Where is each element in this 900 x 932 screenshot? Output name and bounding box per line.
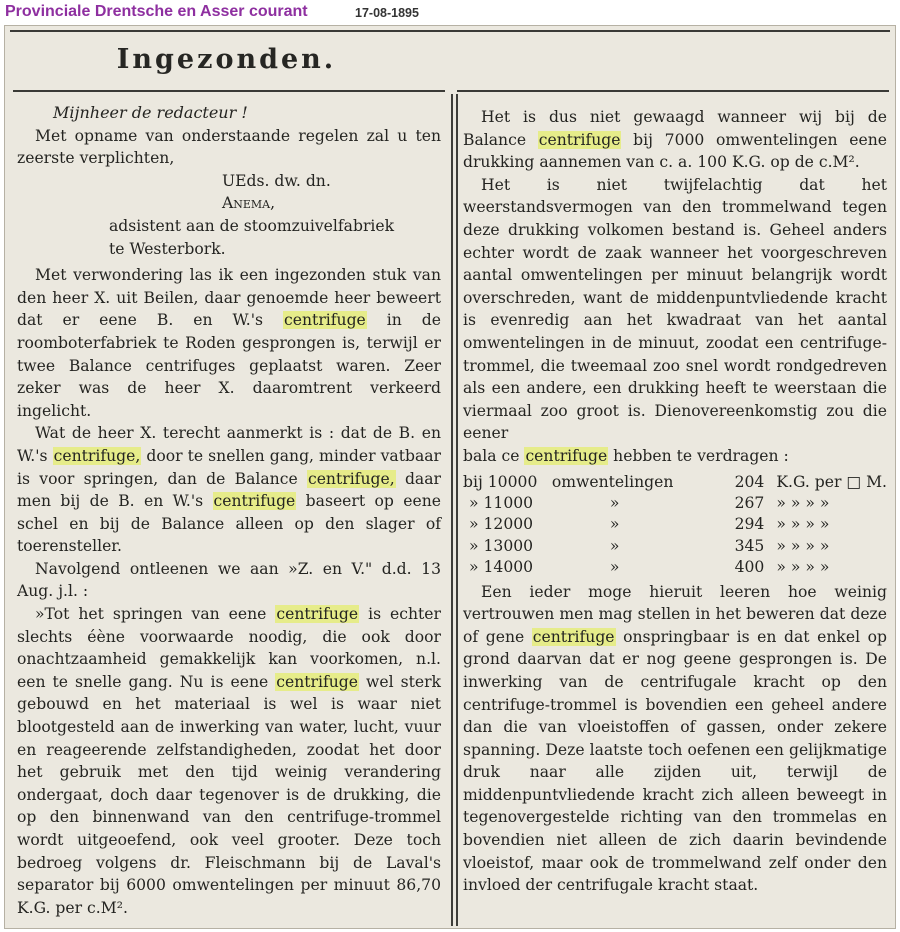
row-value: 267	[734, 493, 765, 512]
signature-line-3: adsistent aan de stoomzuivelfabriek	[109, 216, 395, 235]
row-tail: » » » »	[776, 558, 830, 577]
salutation: Mijnheer de redacteur !	[53, 103, 248, 122]
right-paragraph-3	[463, 581, 887, 897]
p1-text-a: Met verwondering las ik een ingezonden stuk van den heer X. uit Beilen, daar genoemde heer beweert dat er eene B. en W.'s	[17, 266, 441, 330]
highlight-centrifuge: centrifuge	[532, 627, 615, 646]
row-tail: » » » »	[776, 515, 830, 534]
row-label: » 12000	[469, 515, 534, 534]
table-row	[463, 472, 887, 493]
table-row	[463, 536, 887, 557]
row-tail: » » » »	[776, 493, 830, 512]
row-value: 204	[734, 472, 765, 491]
signature-line-1: UEds. dw. dn.	[222, 171, 331, 190]
table-row	[463, 493, 887, 514]
row-label: » 11000	[469, 493, 534, 512]
row-tail: » » » »	[776, 536, 830, 555]
paragraph-2	[17, 422, 441, 558]
highlight-centrifuge: centrifuge,	[307, 469, 395, 488]
p2-text-b: door te snellen gang, minder vatbaar is voor springen, dan de Balance	[17, 446, 441, 488]
p4-text-a: »Tot het springen van eene	[35, 605, 267, 624]
row-unit: »	[609, 536, 620, 555]
intro-paragraph: Met opname van onderstaande regelen zal u ten zeerste verplichten,	[17, 126, 441, 168]
row-value: 294	[734, 515, 765, 534]
paragraph-4	[17, 603, 441, 919]
row-label: bij 10000	[463, 472, 538, 491]
row-unit: omwentelingen	[551, 472, 674, 491]
row-label: » 13000	[469, 536, 534, 555]
r2-text-c: hebben te verdragen :	[613, 446, 789, 465]
table-row	[463, 514, 887, 535]
paragraph-1	[17, 264, 441, 422]
p4-text-c: wel sterk gebouwd en het materiaal is wel is waar niet blootgesteld aan de inwerking van water, lucht, vuur en reageerende zelfstandigheden, zoodat het door het gebruik met den tijd weinig verandering ondergaat, doch daar tegenover is de drukking, die op den binnenwand van den centrifuge-trommel wordt uitgeoefend, ook veel grooter. Deze toch bedroeg volgens dr. Fleischmann bij de Laval's separator bij 6000 omwentelingen per minuut 86,70 K.G. per c.M².	[17, 672, 441, 917]
publication-date: 17-08-1895	[355, 6, 419, 20]
column-divider-2	[456, 94, 458, 926]
right-paragraph-1	[463, 106, 887, 174]
right-paragraph-2	[463, 174, 887, 468]
r2-text: Het is niet twijfelachtig dat het weerstandsvermogen van den trommelwand tegen deze drukking volkomen bestand is. Geheel anders echter wordt de zaak wanneer het voorgeschreven aantal omwentelingen per minuut belangrijk wordt overschreden, want de middenpuntvliedende kracht is evenredig aan het kwadraat van het aantal omwentelingen in de minuut, zoodat een centrifuge-trommel, die tweemaal zoo snel wordt rondgedreven als een andere, een drukking heeft te weerstaan die viermaal zoo groot is. Dienovereenkomstig zou die eener	[463, 175, 887, 443]
p2-text-a: Wat de heer X. terecht aanmerkt is : dat de B. en W.'s	[17, 424, 441, 465]
p2-text-c: daar men bij de B. en W.'s	[17, 469, 441, 511]
highlight-centrifuge: centrifuge	[276, 605, 359, 624]
row-unit: »	[609, 558, 620, 577]
r1-text-a: Het is dus niet gewaagd wanneer wij bij de Balance	[463, 108, 887, 149]
highlight-centrifuge: centrifuge	[284, 311, 366, 330]
top-rule	[10, 30, 890, 32]
signature-name: Anema,	[222, 194, 276, 213]
r1-text-b: bij 7000 omwentelingen eene drukking aannemen van c. a. 100 K.G. op de c.M².	[463, 130, 887, 172]
row-unit: »	[609, 515, 620, 534]
row-value: 400	[734, 558, 765, 577]
left-column	[17, 102, 441, 919]
highlight-centrifuge: centrifuge	[538, 130, 621, 149]
p2-text-d: baseert op eene schel en bij de Balance alleen op den slager of toerensteller.	[17, 492, 441, 556]
newspaper-title-link[interactable]: Provinciale Drentsche en Asser courant	[5, 3, 308, 20]
r2-text-b: bala ce	[463, 446, 520, 465]
article-title: Ingezonden.	[116, 44, 337, 75]
p1-text-b: in de roomboterfabriek te Roden gesprongen is, terwijl er twee Balance centrifuges geplaatst waren. Zeer zeker was de heer X. daaromtrent verkeerd ingelicht.	[17, 311, 441, 420]
r3-text-b: onspringbaar is en dat enkel op grond daarvan dat er nog geene gesprongen is. De inwerking van de centrifugale kracht op den centrifuge-trommel is bovendien een geheel andere dan die van vloeistoffen of gassen, onder zekere spanning. Deze laatste toch oefenen een gelijkmatige druk naar alle zijden uit, terwijl de middenpuntvliedende kracht zich alleen beweegt in tegenovergestelde richting van den trommelas en bovendien niet alleen de zich daarin bevindende vloeistof, maar ook de trommelwand zelf onder den invloed der centrifugale kracht staat.	[463, 627, 887, 895]
title-rule-right	[457, 90, 889, 92]
highlight-centrifuge: centrifuge	[525, 446, 608, 465]
header-bar	[0, 0, 900, 26]
title-rule	[13, 90, 445, 92]
highlight-centrifuge: centrifuge	[213, 492, 296, 511]
row-value: 345	[734, 536, 765, 555]
row-label: » 14000	[469, 558, 534, 577]
p4-text-b: is echter slechts éène voorwaarde noodig, die ook door onachtzaamheid gemakkelijk kan voorkomen, n.l. een te snelle gang. Nu is eene	[17, 605, 441, 691]
row-tail: K.G. per □ M.	[776, 472, 887, 491]
pressure-table	[463, 472, 887, 579]
highlight-centrifuge: centrifuge	[276, 672, 358, 691]
highlight-centrifuge: centrifuge,	[53, 446, 141, 465]
signature-line-4: te Westerbork.	[109, 239, 226, 258]
newspaper-clipping	[4, 25, 896, 929]
column-divider	[451, 94, 453, 926]
right-column	[463, 106, 887, 897]
table-row	[463, 557, 887, 578]
row-unit: »	[609, 493, 620, 512]
r3-text-a: Een ieder moge hieruit leeren hoe weinig vertrouwen men mag stellen in het beweren dat deze of gene	[463, 582, 887, 646]
paragraph-3: Navolgend ontleenen we aan »Z. en V." d.d. 13 Aug. j.l. :	[17, 559, 441, 601]
